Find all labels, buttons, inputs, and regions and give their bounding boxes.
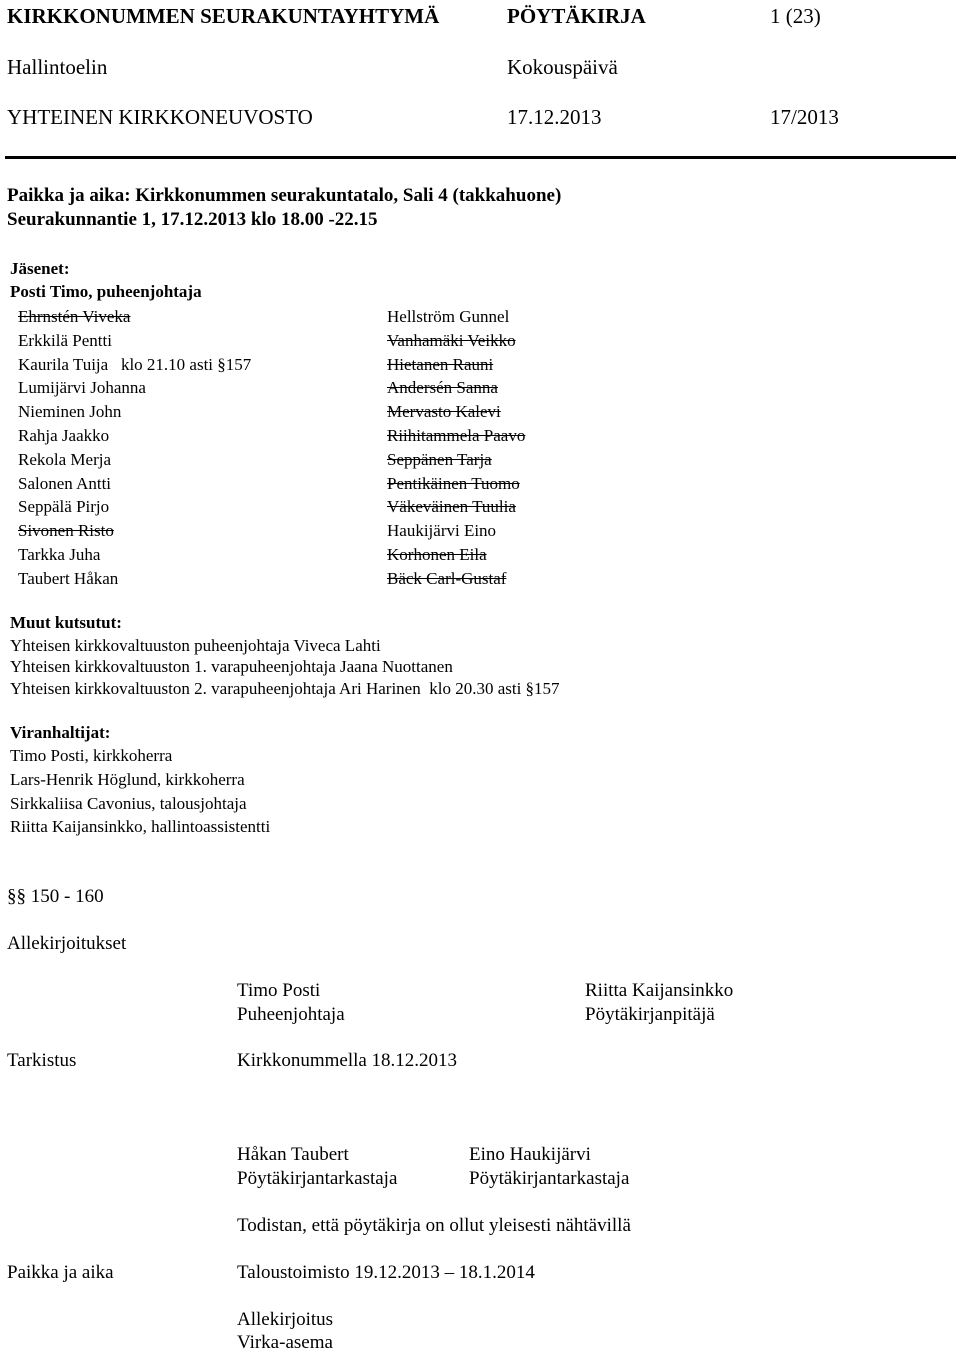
meeting-number: 17/2013 xyxy=(770,105,839,129)
chair-name: Timo Posti xyxy=(237,980,321,1001)
publication-value: Taloustoimisto 19.12.2013 – 18.1.2014 xyxy=(237,1262,535,1283)
chair-role: Puheenjohtaja xyxy=(237,1004,345,1025)
member-name: Korhonen Eila xyxy=(387,544,487,564)
org-name: KIRKKONUMMEN SEURAKUNTAYHTYMÄ xyxy=(7,4,440,28)
member-name: Väkeväinen Tuulia xyxy=(387,497,516,517)
meeting-date: 17.12.2013 xyxy=(507,105,602,129)
member-name: Erkkilä Pentti xyxy=(18,330,112,350)
member-name: Bäck Carl-Gustaf xyxy=(387,568,507,588)
member-name: Vanhamäki Veikko xyxy=(387,330,516,350)
page-number: 1 (23) xyxy=(770,4,821,28)
meeting-place-line2: Seurakunnantie 1, 17.12.2013 klo 18.00 -22.15 xyxy=(7,209,378,230)
member-name: Seppänen Tarja xyxy=(387,449,492,469)
member-name: Salonen Antti xyxy=(18,473,112,493)
section-symbol: § xyxy=(7,886,17,907)
secretary-role: Pöytäkirjanpitäjä xyxy=(585,1004,715,1025)
member-name: Hellström Gunnel xyxy=(387,307,510,326)
member-name: Rahja Jaakko xyxy=(18,425,110,445)
publication-label: Paikka ja aika xyxy=(7,1262,114,1283)
member-name: Haukijärvi Eino xyxy=(387,521,497,541)
member-name: Hietanen Rauni xyxy=(387,354,494,374)
member-name: Taubert Håkan xyxy=(18,568,119,588)
official-line: Timo Posti, kirkkoherra xyxy=(10,746,173,765)
invited-line: Yhteisen kirkkovaltuuston 1. varapuheenjohtaja Jaana Nuottanen xyxy=(10,657,453,676)
sign-label: Allekirjoitus xyxy=(237,1309,334,1330)
official-line: Sirkkaliisa Cavonius, talousjohtaja xyxy=(10,794,247,813)
member-name: Kaurila Tuija klo 21.10 asti §157 xyxy=(18,354,252,374)
reviewer2-name: Eino Haukijärvi xyxy=(469,1144,591,1165)
secretary-name: Riitta Kaijansinkko xyxy=(585,980,734,1001)
members-left-column xyxy=(18,305,251,591)
body-label: Hallintoelin xyxy=(7,55,108,79)
meeting-place-line1: Paikka ja aika: Kirkkonummen seurakuntatalo, Sali 4 (takkahuone) xyxy=(7,185,562,206)
invited-line: Yhteisen kirkkovaltuuston puheenjohtaja Viveca Lahti xyxy=(10,636,381,655)
member-name: Andersén Sanna xyxy=(387,378,498,398)
member-name: Mervasto Kalevi xyxy=(387,402,501,422)
invited-line: Yhteisen kirkkovaltuuston 2. varapuheenjohtaja Ari Harinen klo 20.30 asti §157 xyxy=(10,679,560,698)
reviewer1-name: Håkan Taubert xyxy=(237,1144,349,1165)
date-label: Kokouspäivä xyxy=(507,55,618,79)
member-name: Rekola Merja xyxy=(18,449,111,469)
member-name: Tarkka Juha xyxy=(18,544,101,564)
official-line: Riitta Kaijansinkko, hallintoassistentti xyxy=(10,817,271,836)
sections-range xyxy=(7,886,104,908)
member-name: Sivonen Risto xyxy=(18,521,114,541)
signatures-heading: Allekirjoitukset xyxy=(7,933,127,954)
invited-heading: Muut kutsutut: xyxy=(10,613,122,632)
doc-type: PÖYTÄKIRJA xyxy=(507,4,646,28)
section-range-text: 150 - 160 xyxy=(30,886,104,907)
review-label: Tarkistus xyxy=(7,1050,77,1071)
official-line: Lars-Henrik Höglund, kirkkoherra xyxy=(10,770,245,789)
member-name: Seppälä Pirjo xyxy=(18,497,110,517)
publication-statement: Todistan, että pöytäkirja on ollut yleisesti nähtävillä xyxy=(237,1215,631,1236)
members-right-column xyxy=(387,305,525,591)
member-name: Lumijärvi Johanna xyxy=(18,378,146,398)
reviewer1-role: Pöytäkirjantarkastaja xyxy=(237,1168,398,1189)
review-place-date: Kirkkonummella 18.12.2013 xyxy=(237,1050,458,1071)
header-rule xyxy=(5,156,956,159)
members-chair: Posti Timo, puheenjohtaja xyxy=(10,282,202,301)
member-name: Pentikäinen Tuomo xyxy=(387,473,520,493)
title-label: Virka-asema xyxy=(237,1332,333,1353)
member-name: Ehrnstén Viveka xyxy=(18,307,131,326)
member-name: Riihitammela Paavo xyxy=(387,425,526,445)
members-heading: Jäsenet: xyxy=(10,259,70,278)
reviewer2-role: Pöytäkirjantarkastaja xyxy=(469,1168,630,1189)
section-symbol: § xyxy=(16,886,26,907)
member-name: Nieminen John xyxy=(18,402,122,422)
body-name: YHTEINEN KIRKKONEUVOSTO xyxy=(7,105,313,129)
officials-heading: Viranhaltijat: xyxy=(10,723,111,742)
